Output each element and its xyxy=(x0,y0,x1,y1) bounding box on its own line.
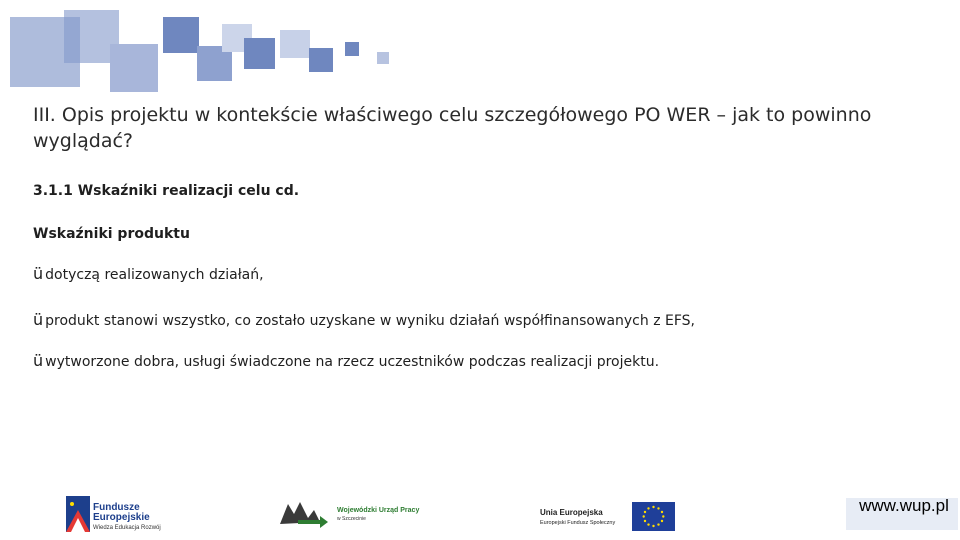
fe-line2: Europejskie xyxy=(93,512,150,523)
list-item xyxy=(33,351,659,370)
website-url[interactable]: www.wup.pl xyxy=(859,496,949,515)
decor-square xyxy=(110,44,158,92)
decor-square xyxy=(163,17,199,53)
wup-logo xyxy=(280,500,330,528)
slide-subtitle: 3.1.1 Wskaźniki realizacji celu cd. xyxy=(33,183,300,199)
list-item xyxy=(33,264,264,283)
list-item xyxy=(33,310,695,329)
bullet-text: dotyczą realizowanych działań, xyxy=(45,267,264,283)
fe-line3: Wiedza Edukacja Rozwój xyxy=(93,525,161,531)
decor-square xyxy=(309,48,333,72)
fundusze-europejskie-text xyxy=(93,503,161,533)
decor-square xyxy=(377,52,389,64)
fundusze-europejskie-logo xyxy=(66,496,90,532)
decor-square xyxy=(280,30,310,58)
check-icon: ü xyxy=(33,264,44,283)
section-heading: Wskaźniki produktu xyxy=(33,226,190,242)
slide-title: III. Opis projektu w kontekście właściwego celu szczegółowego PO WER – jak to powinno wyglądać? xyxy=(33,104,872,152)
check-icon: ü xyxy=(33,351,44,370)
decor-square xyxy=(345,42,359,56)
bullet-text: wytworzone dobra, usługi świadczone na rzecz uczestników podczas realizacji projektu. xyxy=(45,354,660,370)
decor-square xyxy=(64,17,80,63)
decor-square xyxy=(244,38,275,69)
ue-line1: Unia Europejska xyxy=(540,508,603,517)
eu-flag-icon xyxy=(632,502,675,531)
fe-line1: Fundusze xyxy=(93,502,140,513)
ue-text xyxy=(540,508,615,528)
bullet-text: produkt stanowi wszystko, co zostało uzyskane w wyniku działań współfinansowanych z EFS, xyxy=(45,313,695,329)
wup-line1: Wojewódzki Urząd Pracy xyxy=(337,507,420,514)
check-icon: ü xyxy=(33,310,44,329)
wup-line2: w Szczecinie xyxy=(337,516,366,522)
wup-text xyxy=(337,506,419,524)
ue-line2: Europejski Fundusz Społeczny xyxy=(540,520,616,526)
